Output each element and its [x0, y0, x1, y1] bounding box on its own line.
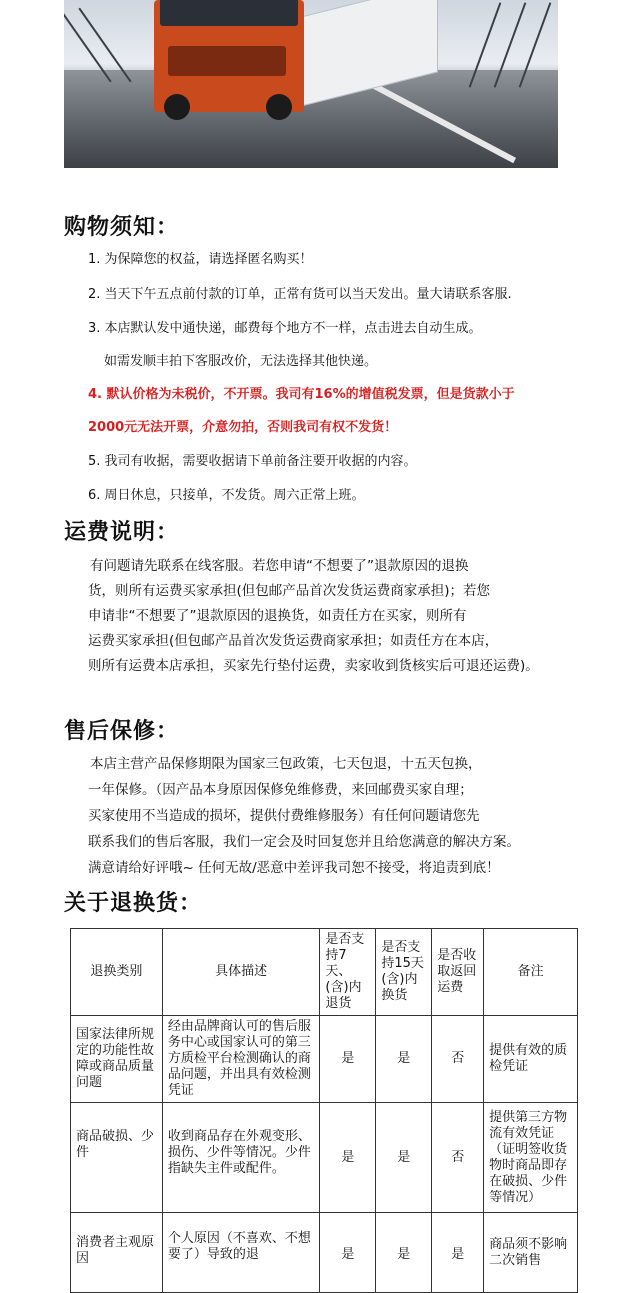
shopping-item-4b: 2000元无法开票，介意勿拍，否则我司有权不发货！ [88, 420, 398, 435]
cell-remarks: 提供第三方物流有效凭证（证明签收货物时商品即存在破损、少件等情况） [484, 1103, 578, 1213]
shopping-item-4: 4. 默认价格为未税价，不开票。我司有16%的增值税发票，但是货款小于 [88, 387, 515, 402]
truck-banner-image [64, 0, 558, 168]
shopping-item-6: 6. 周日休息，只接单，不发货。周六正常上班。 [88, 488, 365, 503]
cell-description: 收到商品存在外观变形、损伤、少件等情况。少件指缺失主件或配件。 [162, 1103, 320, 1213]
table-row [71, 1016, 578, 1103]
shipping-line-5: 则所有运费本店承担，买家先行垫付运费，卖家收到货核实后可退还运费)。 [88, 658, 539, 674]
cell-description: 经由品牌商认可的售后服务中心或国家认可的第三方质检平台检测确认的商品问题，并出具有效检测凭证 [162, 1016, 320, 1103]
cell-15day: 是 [376, 1016, 432, 1103]
aftersale-title: 售后保修： [64, 719, 180, 744]
table-row [71, 1103, 578, 1213]
header-7day-return: 是否支持7天、(含)内退货 [320, 929, 376, 1016]
aftersale-line-2: 一年保修。（因产品本身原因保修免维修费，来回邮费买家自理； [88, 782, 473, 798]
returns-table [70, 928, 578, 1293]
cell-7day: 是 [320, 1016, 376, 1103]
cell-7day: 是 [320, 1213, 376, 1293]
cell-shipping: 是 [432, 1213, 484, 1293]
shipping-line-3: 申请非“不想要了”退款原因的退换货，如责任方在买家，则所有 [88, 608, 467, 624]
aftersale-line-4: 联系我们的售后客服，我们一定会及时回复您并且给您满意的解决方案。 [88, 834, 520, 850]
header-description: 具体描述 [162, 929, 320, 1016]
shipping-line-1: 有问题请先联系在线客服。若您申请“不想要了”退款原因的退换 [90, 558, 469, 574]
aftersale-line-1: 本店主营产品保修期限为国家三包政策，七天包退，十五天包换， [90, 756, 482, 772]
table-header-row [71, 929, 578, 1016]
returns-title: 关于退换货： [64, 891, 203, 916]
cell-15day: 是 [376, 1103, 432, 1213]
cell-category: 消费者主观原因 [71, 1213, 163, 1293]
shipping-title: 运费说明： [64, 520, 180, 545]
cell-category: 商品破损、少件 [71, 1103, 163, 1213]
shopping-item-3: 3. 本店默认发中通快递，邮费每个地方不一样，点击进去自动生成。 [88, 321, 482, 336]
aftersale-line-5: 满意请给好评哦~ 任何无故/恶意中差评我司恕不接受，将追责到底！ [88, 860, 500, 876]
shopping-title: 购物须知： [64, 215, 180, 240]
cell-shipping: 否 [432, 1016, 484, 1103]
shipping-line-4: 运费买家承担(但包邮产品首次发货运费商家承担；如责任方在本店， [88, 633, 499, 649]
shopping-item-2: 2. 当天下午五点前付款的订单，正常有货可以当天发出。量大请联系客服. [88, 287, 512, 302]
shopping-item-5: 5. 我司有收据，需要收据请下单前备注要开收据的内容。 [88, 454, 417, 469]
cell-category: 国家法律所规定的功能性故障或商品质量问题 [71, 1016, 163, 1103]
cell-shipping: 否 [432, 1103, 484, 1213]
shipping-line-2: 货，则所有运费买家承担(但包邮产品首次发货运费商家承担)；若您 [88, 583, 491, 599]
cell-description: 个人原因（不喜欢、不想要了）导致的退 [162, 1213, 320, 1293]
cell-remarks: 提供有效的质检凭证 [484, 1016, 578, 1103]
aftersale-line-3: 买家使用不当造成的损坏，提供付费维修服务）有任何问题请您先 [88, 808, 480, 824]
header-return-shipping: 是否收取返回运费 [432, 929, 484, 1016]
table-row [71, 1213, 578, 1293]
cell-15day: 是 [376, 1213, 432, 1293]
shopping-item-3b: 如需发顺丰拍下客服改价，无法选择其他快递。 [104, 354, 378, 369]
header-15day-exchange: 是否支持15天(含)内换货 [376, 929, 432, 1016]
shopping-item-1: 1. 为保障您的权益，请选择匿名购买！ [88, 252, 313, 267]
header-remarks: 备注 [484, 929, 578, 1016]
header-category: 退换类别 [71, 929, 163, 1016]
cell-remarks: 商品须不影响二次销售 [484, 1213, 578, 1293]
cell-7day: 是 [320, 1103, 376, 1213]
